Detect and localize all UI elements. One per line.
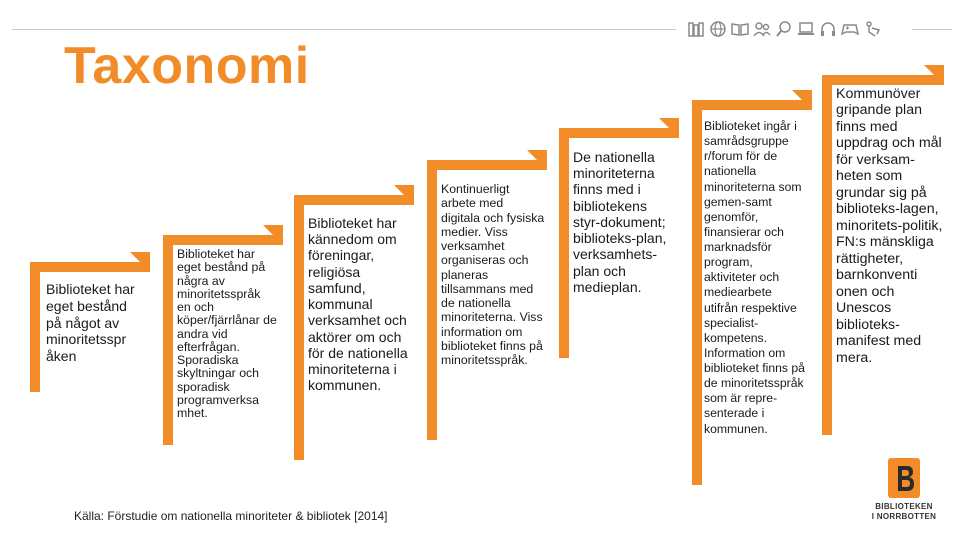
- step-left-bar: [822, 75, 832, 435]
- step-text: De nationella minoriteterna finns med i bibliotekens styr-dokument; biblioteks-plan, verksamhets-plan och medieplan.: [573, 149, 667, 295]
- taxonomy-step-3: [294, 195, 414, 460]
- header-rule-right: [912, 29, 952, 30]
- library-logo: [866, 458, 942, 524]
- step-left-bar: [559, 128, 569, 358]
- header-rule: [12, 29, 676, 30]
- logo-line-2: I NORRBOTTEN: [871, 512, 937, 521]
- step-left-bar: [692, 100, 702, 485]
- logo-mark-icon: [888, 458, 920, 498]
- source-citation: Källa: Förstudie om nationella minoriteter & bibliotek [2014]: [74, 509, 388, 523]
- logo-line-1: BIBLIOTEKEN: [875, 502, 933, 511]
- step-text: Biblioteket ingår i samrådsgruppe r/forum för de nationella minoriteterna som gemen-samt genomför, finansierar och marknadsför program, aktiviteter och mediearbete utifrån respektive specialist-kompetens. Information om biblioteket finns på de minoritetsspråk som är repre-senterade i kommunen.: [704, 119, 805, 436]
- header-icon-strip: [686, 19, 908, 41]
- taxonomy-step-7: [822, 75, 944, 435]
- headphones-icon: [818, 19, 838, 39]
- step-corner-arrow: [659, 118, 679, 138]
- step-corner-arrow: [263, 225, 283, 245]
- step-corner-arrow: [130, 252, 150, 272]
- step-corner-arrow: [527, 150, 547, 170]
- step-left-bar: [30, 262, 40, 392]
- step-left-bar: [163, 235, 173, 445]
- step-left-bar: [294, 195, 304, 460]
- taxonomy-step-6: [692, 100, 812, 485]
- books-icon: [686, 19, 706, 39]
- taxonomy-step-1: [30, 262, 150, 392]
- step-text: Biblioteket har kännedom om föreningar, religiösa samfund, kommunal verksamhet och aktörer om och för de nationella minoriteterna i kommunen.: [308, 215, 408, 394]
- step-corner-arrow: [792, 90, 812, 110]
- taxonomy-step-2: [163, 235, 283, 445]
- laptop-icon: [796, 19, 816, 39]
- taxonomy-step-4: [427, 160, 547, 440]
- step-corner-arrow: [924, 65, 944, 85]
- reading-person-icon: [862, 19, 882, 39]
- gamepad-icon: [840, 19, 860, 39]
- step-text: Biblioteket har eget bestånd på något av minoritetsspr åken: [46, 281, 135, 365]
- slide-title: Taxonomi: [64, 37, 310, 95]
- step-left-bar: [427, 160, 437, 440]
- step-corner-arrow: [394, 185, 414, 205]
- taxonomy-step-5: [559, 128, 679, 358]
- globe-icon: [708, 19, 728, 39]
- people-icon: [752, 19, 772, 39]
- step-text: Biblioteket har eget bestånd på några av minoritetsspråk en och köper/fjärrlånar de andra vid efterfrågan. Sporadiska skyltningar och sporadisk programverksa mhet.: [177, 247, 277, 421]
- step-text: Kommunöver gripande plan finns med uppdrag och mål för verksam-heten som grundar sig på biblioteks-lagen, minoritets-politik, FN:s mänskliga rättigheter, barnkonventi onen och Unescos biblioteks-manifest med mera.: [836, 86, 943, 366]
- open-book-icon: [730, 19, 750, 39]
- magnifier-icon: [774, 19, 794, 39]
- step-text: Kontinuerligt arbete med digitala och fysiska medier. Viss verksamhet organiseras och planeras tillsammans med de nationella minoriteterna. Viss information om biblioteket finns på minoritetsspråk.: [441, 182, 545, 367]
